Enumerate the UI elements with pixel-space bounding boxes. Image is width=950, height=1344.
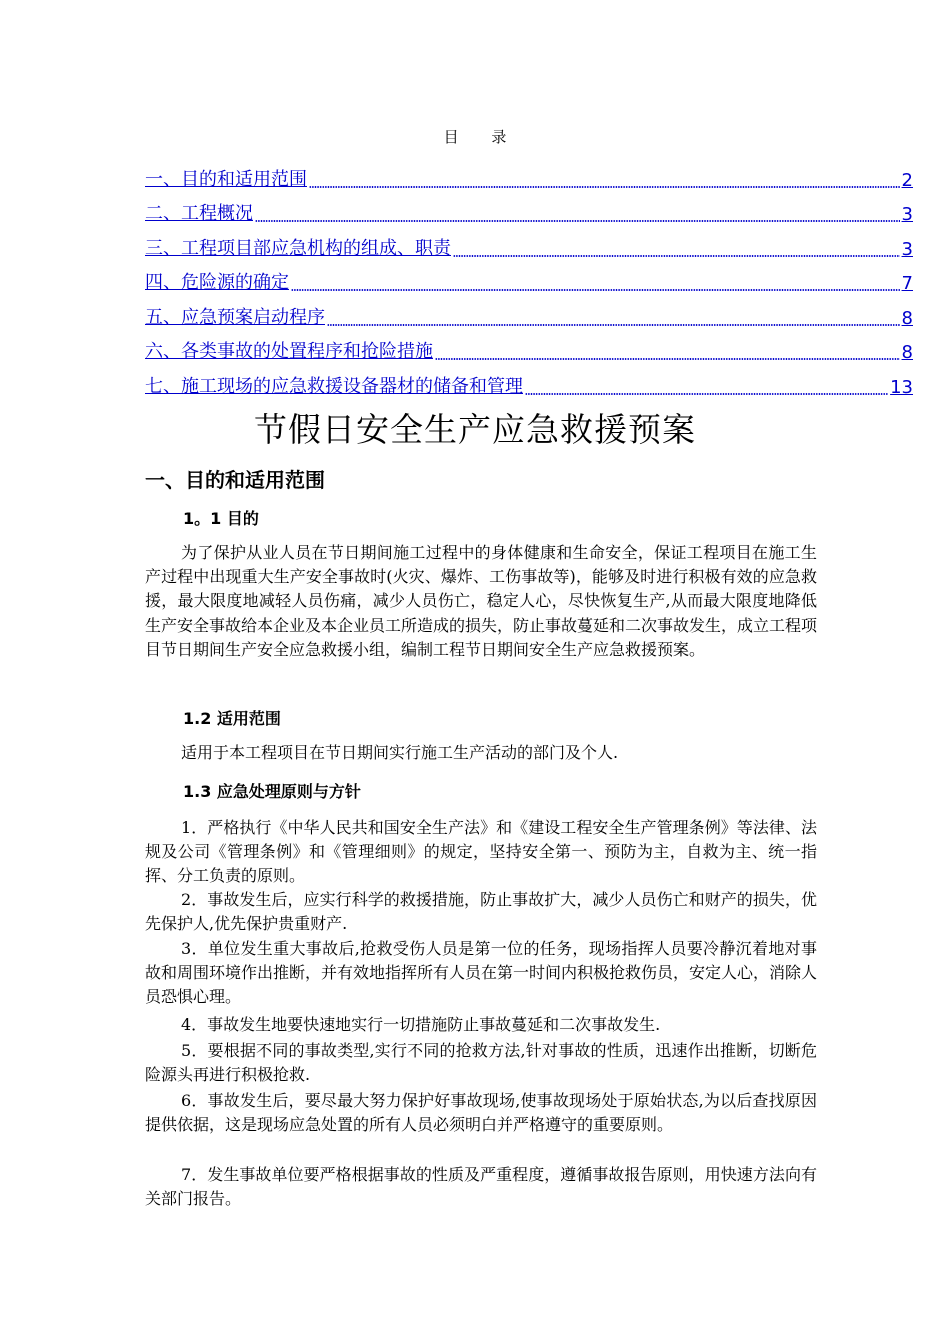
section-heading: 一、目的和适用范围 (145, 468, 325, 492)
toc-item-page[interactable]: 2 (901, 169, 913, 191)
subsection-heading-principles: 1.3 应急处理原则与方针 (183, 782, 361, 801)
toc-leader-dots (453, 255, 900, 257)
principle-item: 7．发生事故单位要严格根据事故的性质及严重程度，遵循事故报告原则，用快速方法向有关部门报告。 (145, 1165, 817, 1209)
toc-item-page[interactable]: 8 (901, 342, 913, 363)
toc-item-page[interactable]: 8 (901, 307, 913, 329)
toc-item-label[interactable]: 三、工程项目部应急机构的组成、职责 (145, 237, 451, 259)
toc-leader-dots (255, 220, 900, 222)
toc-item-4[interactable] (145, 264, 913, 299)
toc-item-page[interactable]: 3 (901, 238, 913, 260)
principle-item: 1．严格执行《中华人民共和国安全生产法》和《建设工程安全生产管理条例》等法律、法规及公司《管理条例》和《管理细则》的规定，坚持安全第一、预防为主，自救为主、统一指挥、分工负责的原则。 (145, 818, 817, 886)
toc-item-7[interactable] (145, 367, 913, 402)
toc-item-label[interactable]: 七、施工现场的应急救援设备器材的储备和管理 (145, 375, 523, 397)
toc-leader-dots (525, 393, 888, 395)
table-of-contents (145, 160, 913, 402)
principle-item: 4．事故发生地要快速地实行一切措施防止事故蔓延和二次事故发生. (181, 1015, 661, 1034)
toc-item-page[interactable]: 13 (890, 376, 913, 398)
toc-item-label[interactable]: 五、应急预案启动程序 (145, 306, 325, 328)
toc-item-5[interactable] (145, 298, 913, 333)
principle-item: 5．要根据不同的事故类型,实行不同的抢救方法,针对事故的性质，迅速作出推断，切断危险源头再进行积极抢救. (145, 1041, 817, 1085)
principle-item: 3．单位发生重大事故后,抢救受伤人员是第一位的任务，现场指挥人员要冷静沉着地对事故和周围环境作出推断，并有效地指挥所有人员在第一时间内积极抢救伤员，安定人心，消除人员恐惧心理。 (145, 939, 818, 1007)
toc-leader-dots (435, 358, 900, 360)
toc-item-1[interactable] (145, 160, 913, 195)
subsection-heading-scope: 1.2 适用范围 (183, 709, 281, 728)
toc-item-page[interactable]: 3 (901, 204, 913, 225)
toc-leader-dots (291, 289, 900, 291)
toc-item-label[interactable]: 四、危险源的确定 (145, 272, 289, 293)
toc-item-2[interactable] (145, 195, 913, 230)
toc-title: 目 录 (443, 128, 521, 146)
document-title: 节假日安全生产应急救援预案 (254, 410, 696, 449)
toc-leader-dots (309, 186, 900, 188)
subsection-heading-purpose: 1。1 目的 (183, 509, 259, 528)
toc-item-6[interactable] (145, 333, 913, 368)
scope-paragraph: 适用于本工程项目在节日期间实行施工生产活动的部门及个人. (181, 743, 619, 762)
toc-item-page[interactable]: 7 (901, 273, 913, 294)
toc-item-3[interactable] (145, 229, 913, 264)
toc-item-label[interactable]: 一、目的和适用范围 (145, 168, 307, 190)
principle-item: 6．事故发生后，要尽最大努力保护好事故现场,使事故现场处于原始状态,为以后查找原因提供依据，这是现场应急处置的所有人员必须明白并严格遵守的重要原则。 (145, 1091, 817, 1135)
toc-leader-dots (327, 324, 900, 326)
purpose-paragraph: 为了保护从业人员在节日期间施工过程中的身体健康和生命安全，保证工程项目在施工生产过程中出现重大生产安全事故时(火灾、爆炸、工伤事故等)，能够及时进行积极有效的应急救援，最大限度地减轻人员伤痛，减少人员伤亡，稳定人心，尽快恢复生产,从而最大限度地降低生产安全事故给本企业及本企业员工所造成的损失，防止事故蔓延和二次事故发生，成立工程项目节日期间生产安全应急救援小组，编制工程节日期间安全生产应急救援预案。 (145, 543, 818, 659)
toc-item-label[interactable]: 六、各类事故的处置程序和抢险措施 (145, 341, 433, 362)
principle-item: 2．事故发生后，应实行科学的救援措施，防止事故扩大，减少人员伤亡和财产的损失，优先保护人,优先保护贵重财产. (145, 890, 817, 934)
toc-item-label[interactable]: 二、工程概况 (145, 203, 253, 224)
